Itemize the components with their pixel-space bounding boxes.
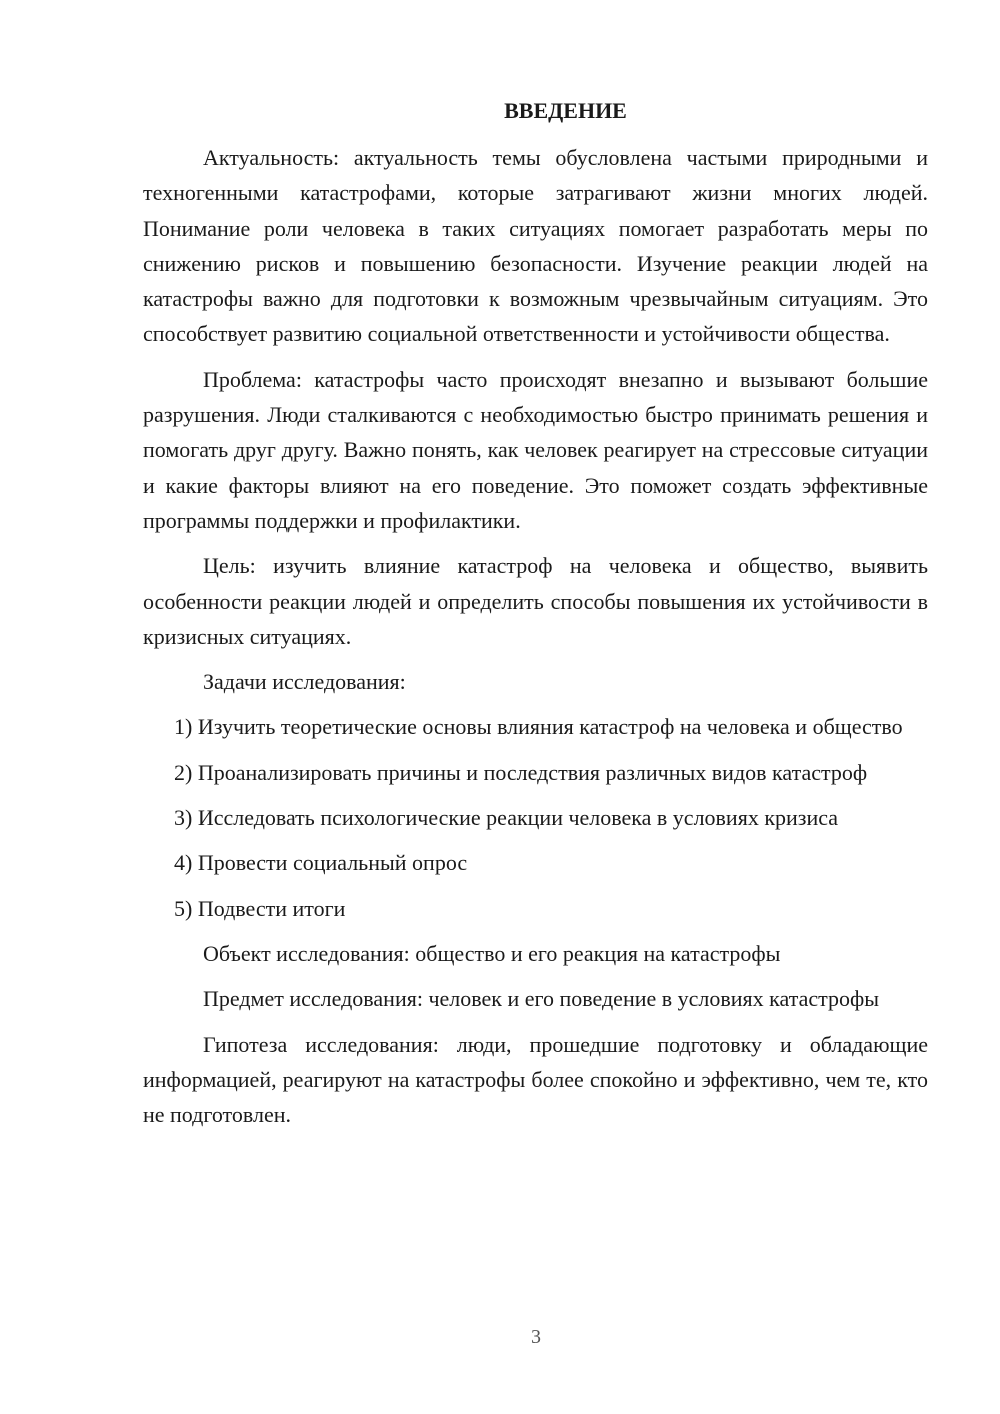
problem-paragraph: Проблема: катастрофы часто происходят внезапно и вызывают большие разрушения. Люди сталкиваются с необходимостью быстро принимать решения и помогать друг другу. Важно понять, как человек реагирует на стрессовые ситуации и какие факторы влияют на его поведение. Это поможет создать эффективные программы поддержки и профилактики. (143, 366, 928, 533)
task-item-3: 3) Исследовать психологические реакции человека в условиях кризиса (174, 805, 839, 831)
goal-paragraph: Цель: изучить влияние катастроф на человека и общество, выявить особенности реакции людей и определить способы повышения их устойчивости в кризисных ситуациях. (143, 553, 928, 649)
task-item-5: 5) Подвести итоги (174, 895, 346, 921)
hypothesis-paragraph: Гипотеза исследования: люди, прошедшие подготовку и обладающие информацией, реагируют на катастрофы более спокойно и эффективно, чем те, кто не подготовлен. (143, 1031, 928, 1128)
subject-paragraph: Предмет исследования: человек и его поведение в условиях катастрофы (203, 986, 880, 1012)
task-item-4: 4) Провести социальный опрос (174, 850, 468, 876)
tasks-heading: Задачи исследования: (203, 669, 406, 695)
task-item-1: 1) Изучить теоретические основы влияния катастроф на человека и общество (174, 714, 903, 740)
object-paragraph: Объект исследования: общество и его реакция на катастрофы (203, 940, 781, 966)
task-item-2: 2) Проанализировать причины и последствия различных видов катастроф (174, 759, 868, 785)
page-title: ВВЕДЕНИЕ (504, 98, 627, 123)
page-content (143, 96, 928, 1142)
relevance-paragraph: Актуальность: актуальность темы обусловлена частыми природными и техногенными катастрофами, которые затрагивают жизни многих людей. Понимание роли человека в таких ситуациях помогает разработать меры по снижению рисков и повышению безопасности. Изучение реакции людей на катастрофы важно для подготовки к возможным чрезвычайным ситуациям. Это способствует развитию социальной ответственности и устойчивости общества. (143, 145, 928, 347)
page-number: 3 (531, 1326, 541, 1348)
